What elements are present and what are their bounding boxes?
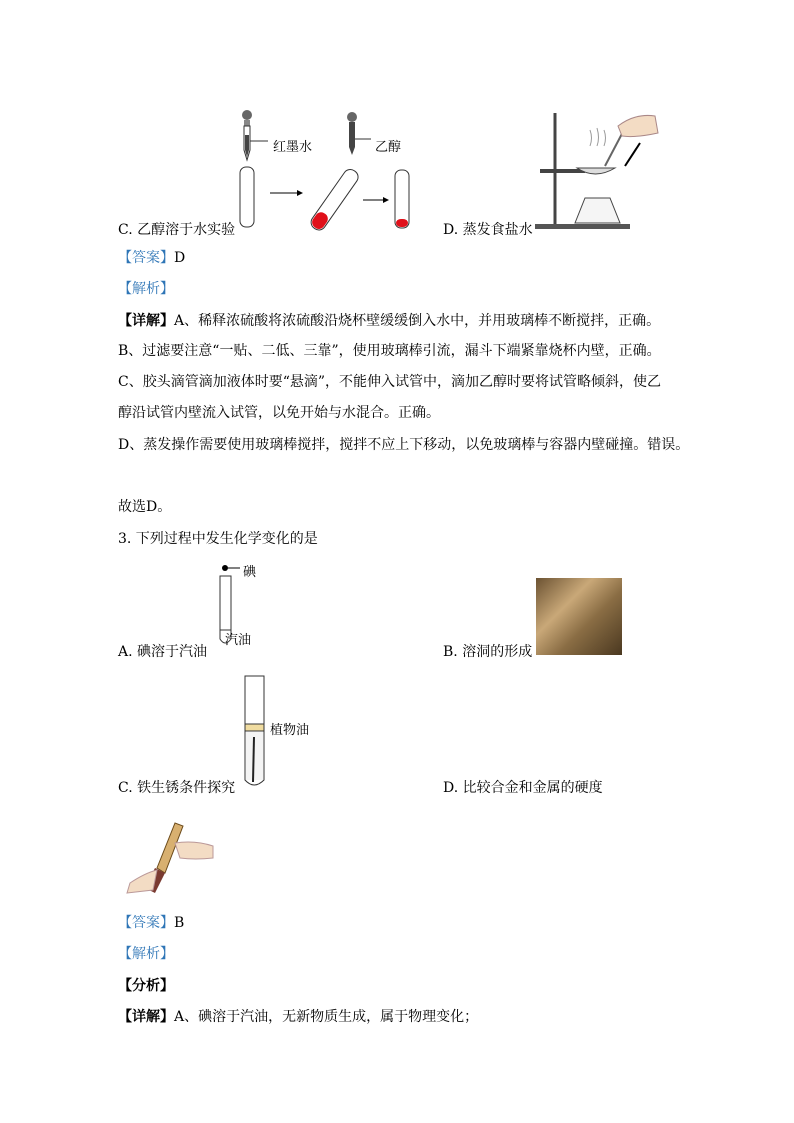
iodine-label: 碘 [243, 565, 257, 580]
q3-option-b: B. 溶洞的形成 [443, 644, 533, 660]
q2-analysis-tag: 【解析】 [118, 281, 174, 297]
q2-conclusion: 故选D。 [118, 499, 172, 515]
iron-rust-figure [240, 672, 270, 790]
q3-option-d: D. 比较合金和金属的硬度 [443, 780, 603, 796]
vegetable-oil-label: 植物油 [270, 723, 310, 738]
answer-value: D [174, 250, 186, 266]
q2-detail-a [118, 313, 660, 329]
detail-tag: 【详解】 [118, 1009, 174, 1025]
q2-detail-b: B、过滤要注意“一贴、二低、三靠”，使用玻璃棒引流，漏斗下端紧靠烧杯内壁，正确。 [118, 343, 661, 359]
q3-detail-a [118, 1009, 478, 1025]
ink-label: 红墨水 [273, 140, 313, 155]
answer-tag: 【答案】 [118, 250, 174, 266]
q2-detail-c1: C、胶头滴管滴加液体时要“悬滴”，不能伸入试管中，滴加乙醇时要将试管略倾斜，使乙 [118, 374, 662, 390]
detail-tag: 【详解】 [118, 313, 174, 329]
answer-value: B [174, 915, 185, 931]
answer-tag: 【答案】 [118, 915, 174, 931]
karst-cave-photo [536, 578, 622, 655]
detail-text: A、稀释浓硫酸将浓硫酸沿烧杯壁缓缓倒入水中，并用玻璃棒不断搅拌，正确。 [174, 313, 661, 329]
hardness-compare-figure [125, 818, 215, 896]
q2-detail-c2: 醇沿试管内壁流入试管，以免开始与水混合。正确。 [118, 405, 440, 421]
q3-fenxi-tag: 【分析】 [118, 978, 174, 994]
q2-option-c: C. 乙醇溶于水实验 [118, 222, 236, 238]
evaporation-figure [530, 108, 670, 233]
q3-analysis-tag: 【解析】 [118, 946, 174, 962]
detail-text: A、碘溶于汽油，无新物质生成，属于物理变化； [174, 1009, 479, 1025]
q2-answer [118, 250, 185, 266]
q3-option-a: A. 碘溶于汽油 [118, 644, 208, 660]
q2-option-d: D. 蒸发食盐水 [443, 222, 533, 238]
ethanol-label: 乙醇 [375, 140, 402, 155]
q2-detail-d: D、蒸发操作需要使用玻璃棒搅拌，搅拌不应上下移动，以免玻璃棒与容器内壁碰撞。错误。 [118, 437, 690, 453]
q3-option-c: C. 铁生锈条件探究 [118, 780, 236, 796]
gasoline-label: 汽油 [225, 633, 252, 648]
ethanol-dissolve-figure [235, 105, 415, 235]
q3-answer [118, 915, 184, 931]
q3-stem: 3. 下列过程中发生化学变化的是 [118, 531, 318, 547]
